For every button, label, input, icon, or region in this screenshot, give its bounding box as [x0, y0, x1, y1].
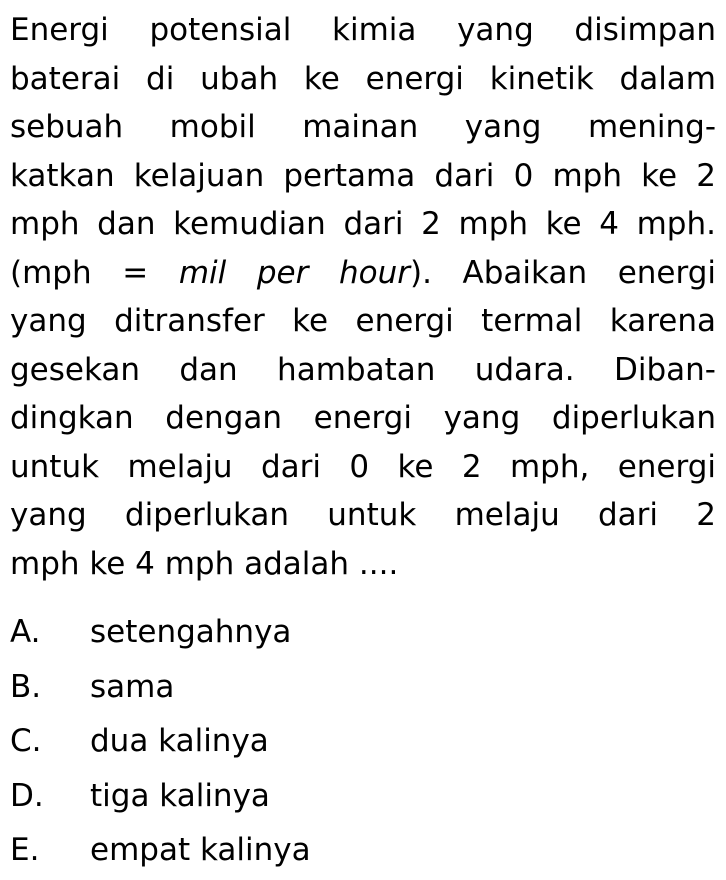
- question-line: mph ke 4 mph adalah ....: [10, 545, 399, 582]
- question-line: baterai di ubah ke energi kinetik dalam: [10, 60, 716, 97]
- question-text: [10, 6, 716, 588]
- question-line: dingkan dengan energi yang diperlukan: [10, 400, 716, 436]
- option-text: setengahnya: [90, 614, 292, 650]
- option-letter: E.: [10, 832, 40, 868]
- question-line: mph dan kemudian dari 2 mph ke 4 mph.: [10, 206, 716, 242]
- option-letter: C.: [10, 723, 42, 759]
- option-b[interactable]: [10, 660, 716, 715]
- option-text: empat kalinya: [90, 832, 311, 868]
- option-d[interactable]: [10, 769, 716, 824]
- option-text: dua kalinya: [90, 723, 269, 759]
- definition-italic: mil per hour: [178, 254, 410, 291]
- question-line: Energi potensial kimia yang disimpan: [10, 12, 716, 48]
- question-line: gesekan dan hambatan udara. Diban-: [10, 351, 716, 388]
- question-line: untuk melaju dari 0 ke 2 mph, energi: [10, 448, 716, 485]
- question-line: yang ditransfer ke energi termal karena: [10, 303, 716, 339]
- option-a[interactable]: [10, 605, 716, 660]
- option-letter: D.: [10, 777, 44, 814]
- option-c[interactable]: [10, 714, 716, 769]
- question-line-definition: [10, 249, 716, 298]
- option-text: sama: [90, 668, 175, 705]
- question-line: yang diperlukan untuk melaju dari 2: [10, 497, 716, 533]
- definition-prefix: (mph =: [10, 254, 179, 291]
- definition-suffix: ). Abaikan energi: [409, 254, 716, 291]
- option-e[interactable]: [10, 823, 716, 878]
- option-text: tiga kalinya: [90, 777, 270, 814]
- question-line: katkan kelajuan pertama dari 0 mph ke 2: [10, 157, 716, 194]
- question-line: sebuah mobil mainan yang mening-: [10, 109, 716, 145]
- answer-options: [10, 605, 716, 878]
- option-letter: B.: [10, 668, 42, 705]
- option-letter: A.: [10, 614, 41, 650]
